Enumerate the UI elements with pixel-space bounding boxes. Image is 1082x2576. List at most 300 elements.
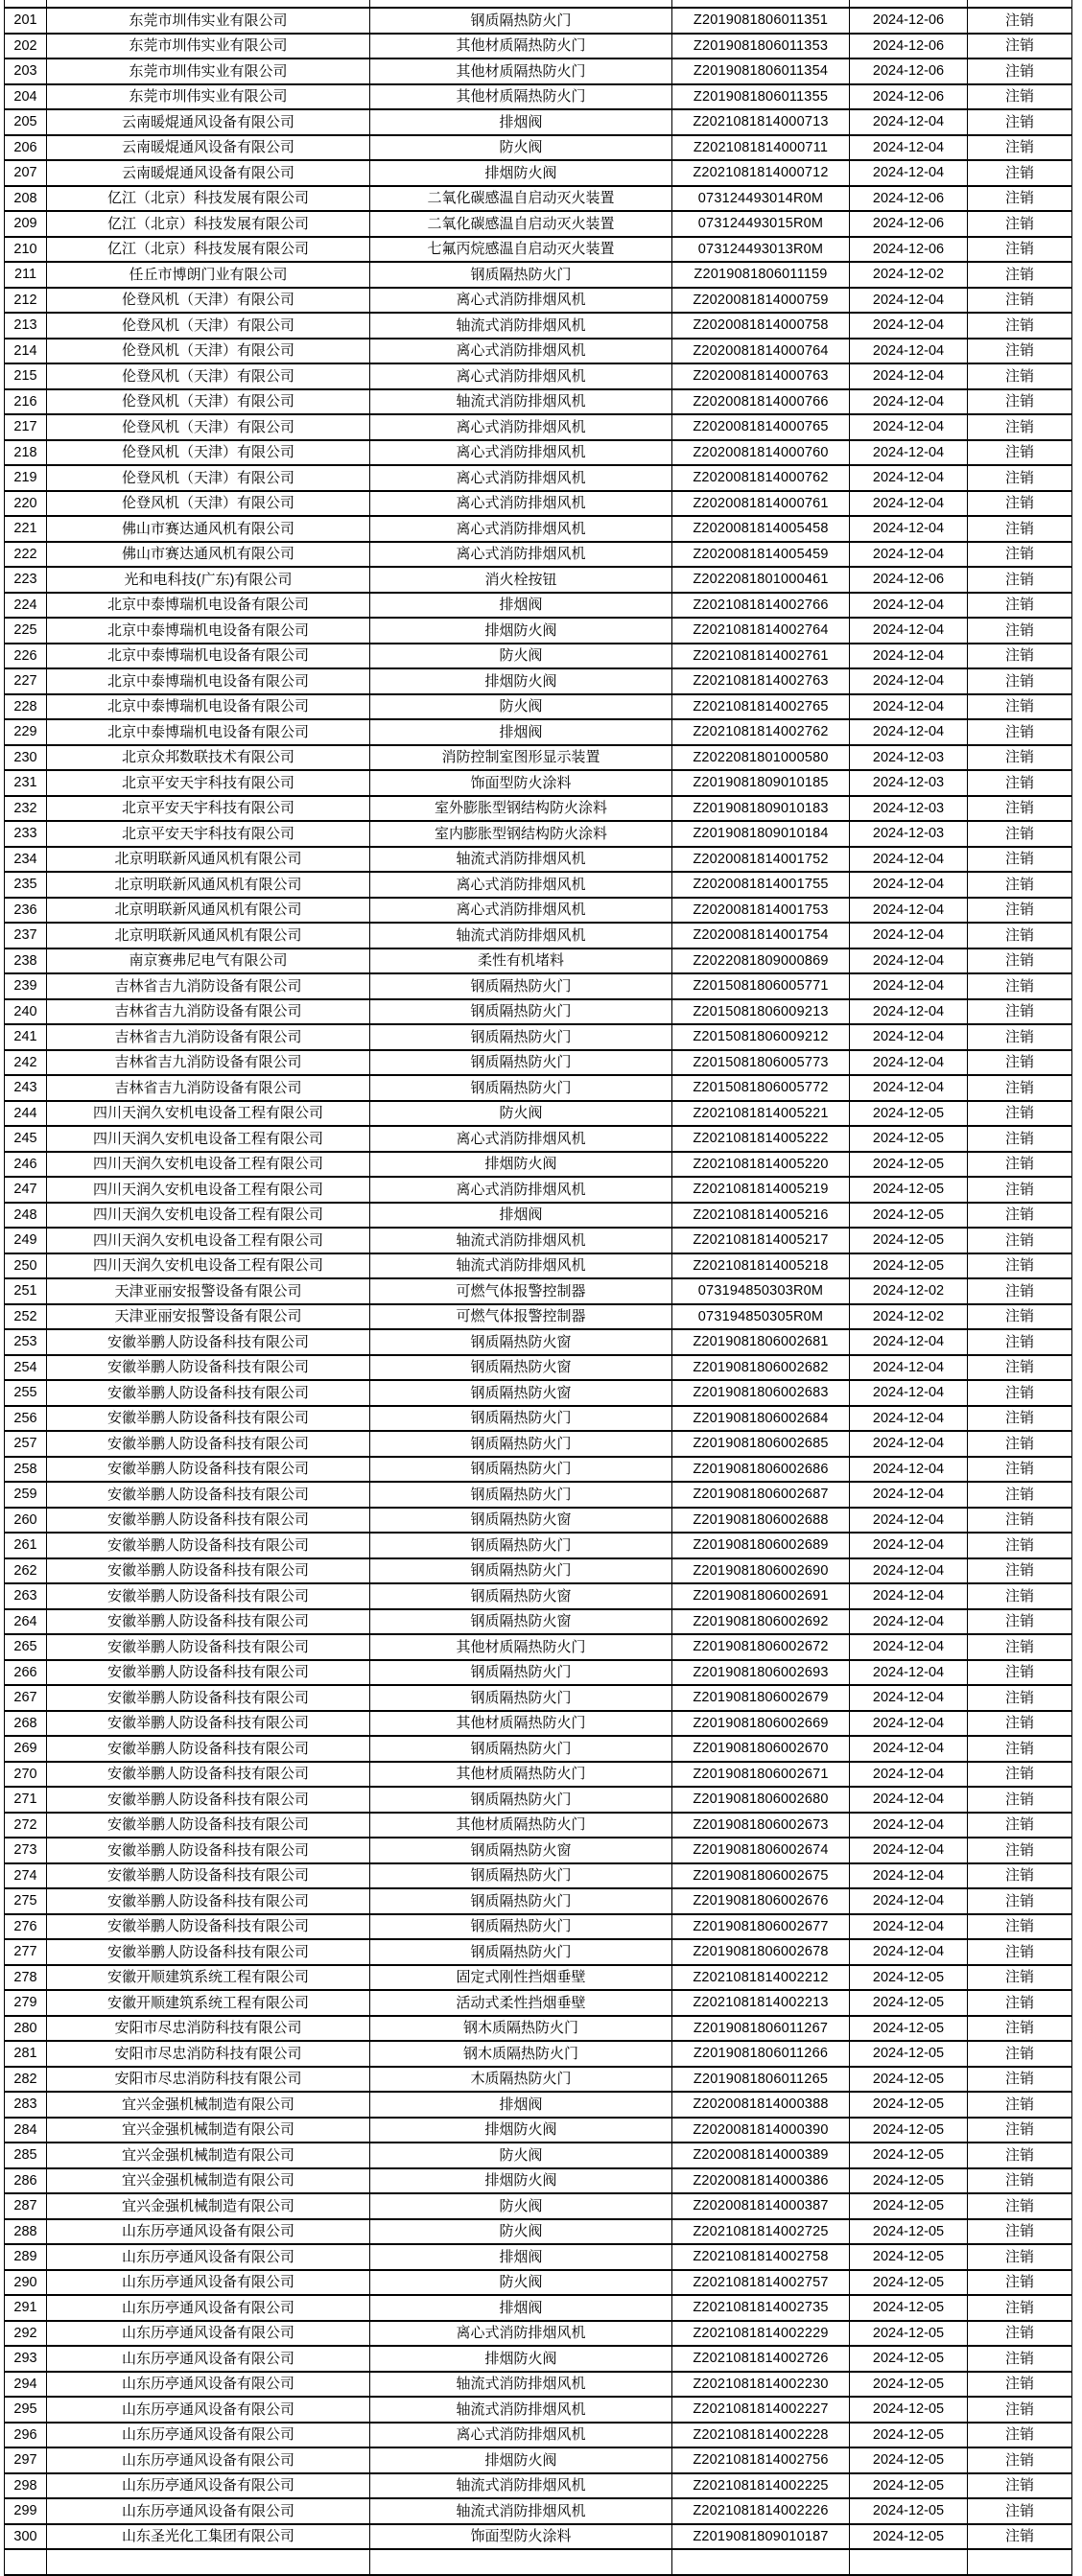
table-row bbox=[5, 618, 1072, 644]
row-number-cell: 271 bbox=[5, 1787, 47, 1813]
date-cell: 2024-12-02 bbox=[850, 1304, 968, 1330]
company-cell: 山东圣光化工集团有限公司 bbox=[47, 2524, 370, 2550]
company-cell: 南京赛弗尼电气有限公司 bbox=[47, 948, 370, 974]
row-number-cell: 298 bbox=[5, 2473, 47, 2499]
status-cell: 注销 bbox=[968, 1787, 1072, 1813]
table-row bbox=[5, 414, 1072, 440]
company-cell: 东莞市圳伟实业有限公司 bbox=[47, 59, 370, 84]
company-cell: 东莞市圳伟实业有限公司 bbox=[47, 84, 370, 110]
table-row bbox=[5, 1965, 1072, 1991]
date-cell: 2024-12-06 bbox=[850, 34, 968, 59]
company-cell: 安徽举鹏人防设备科技有限公司 bbox=[47, 1406, 370, 1432]
table-row bbox=[5, 1101, 1072, 1127]
company-cell: 四川天润久安机电设备工程有限公司 bbox=[47, 1152, 370, 1178]
company-cell: 北京明联新风通风机有限公司 bbox=[47, 847, 370, 873]
product-cell: 轴流式消防排烟风机 bbox=[370, 2498, 672, 2524]
product-cell: 排烟阀 bbox=[370, 719, 672, 745]
status-cell: 注销 bbox=[968, 34, 1072, 59]
row-number-cell: 244 bbox=[5, 1101, 47, 1127]
certificate-number-cell: Z2021081814002764 bbox=[672, 618, 850, 644]
status-cell: 注销 bbox=[968, 262, 1072, 288]
date-cell: 2024-12-04 bbox=[850, 1634, 968, 1660]
company-cell: 山东历亭通风设备有限公司 bbox=[47, 2498, 370, 2524]
certificate-number-cell: Z2021081814005220 bbox=[672, 1152, 850, 1178]
date-cell: 2024-12-04 bbox=[850, 847, 968, 873]
row-number-cell: 245 bbox=[5, 1126, 47, 1152]
company-cell: 安徽举鹏人防设备科技有限公司 bbox=[47, 1431, 370, 1457]
company-cell: 吉林省吉九消防设备有限公司 bbox=[47, 1024, 370, 1050]
product-cell: 轴流式消防排烟风机 bbox=[370, 2473, 672, 2499]
row-number-cell: 240 bbox=[5, 999, 47, 1025]
product-cell: 钢质隔热防火门 bbox=[370, 1050, 672, 1076]
status-cell: 注销 bbox=[968, 872, 1072, 898]
certificate-number-cell: Z2021081814005222 bbox=[672, 1126, 850, 1152]
product-cell: 轴流式消防排烟风机 bbox=[370, 847, 672, 873]
product-cell: 钢质隔热防火门 bbox=[370, 1888, 672, 1914]
certificate-number-cell: Z2015081806005773 bbox=[672, 1050, 850, 1076]
row-number-cell: 247 bbox=[5, 1177, 47, 1203]
company-cell: 安徽举鹏人防设备科技有限公司 bbox=[47, 1762, 370, 1788]
table-row bbox=[5, 237, 1072, 263]
company-cell: 山东历亭通风设备有限公司 bbox=[47, 2447, 370, 2473]
company-cell: 北京中泰博瑞机电设备有限公司 bbox=[47, 694, 370, 720]
row-number-cell: 268 bbox=[5, 1711, 47, 1737]
certificate-number-cell: Z2021081814002765 bbox=[672, 694, 850, 720]
table-row bbox=[5, 8, 1072, 34]
row-number-cell: 256 bbox=[5, 1406, 47, 1432]
product-cell: 轴流式消防排烟风机 bbox=[370, 2372, 672, 2398]
table-row bbox=[5, 465, 1072, 491]
status-cell: 注销 bbox=[968, 1508, 1072, 1534]
row-number-cell: 274 bbox=[5, 1863, 47, 1889]
product-cell: 防火阀 bbox=[370, 2143, 672, 2168]
table-row bbox=[5, 2295, 1072, 2321]
date-cell: 2024-12-05 bbox=[850, 2447, 968, 2473]
certificate-number-cell: Z2021081814000713 bbox=[672, 109, 850, 135]
row-number-cell: 234 bbox=[5, 847, 47, 873]
table-row bbox=[5, 2067, 1072, 2093]
row-number-cell: 285 bbox=[5, 2143, 47, 2168]
table-row bbox=[5, 135, 1072, 161]
company-cell: 北京中泰博瑞机电设备有限公司 bbox=[47, 644, 370, 669]
status-cell: 注销 bbox=[968, 491, 1072, 517]
date-cell: 2024-12-05 bbox=[850, 1177, 968, 1203]
company-cell: 佛山市赛达通风机有限公司 bbox=[47, 516, 370, 542]
company-cell: 安徽举鹏人防设备科技有限公司 bbox=[47, 1736, 370, 1762]
row-number-cell bbox=[5, 0, 47, 8]
certificate-number-cell: Z2019081806002688 bbox=[672, 1508, 850, 1534]
product-cell: 排烟防火阀 bbox=[370, 1152, 672, 1178]
date-cell: 2024-12-03 bbox=[850, 796, 968, 822]
certificate-number-cell: Z2019081806011267 bbox=[672, 2016, 850, 2042]
product-cell: 七氟丙烷感温自启动灭火装置 bbox=[370, 237, 672, 263]
company-cell: 宜兴金强机械制造有限公司 bbox=[47, 2143, 370, 2168]
status-cell: 注销 bbox=[968, 2498, 1072, 2524]
status-cell: 注销 bbox=[968, 1660, 1072, 1686]
product-cell: 二氧化碳感温自启动灭火装置 bbox=[370, 186, 672, 212]
product-cell: 钢质隔热防火门 bbox=[370, 1736, 672, 1762]
certificate-number-cell: Z2019081806002678 bbox=[672, 1939, 850, 1965]
date-cell: 2024-12-06 bbox=[850, 237, 968, 263]
date-cell: 2024-12-05 bbox=[850, 2473, 968, 2499]
product-cell: 排烟防火阀 bbox=[370, 2118, 672, 2143]
row-number-cell: 299 bbox=[5, 2498, 47, 2524]
table-row bbox=[5, 923, 1072, 948]
status-cell: 注销 bbox=[968, 1278, 1072, 1304]
status-cell: 注销 bbox=[968, 1126, 1072, 1152]
date-cell: 2024-12-05 bbox=[850, 1990, 968, 2016]
cancellation-table bbox=[4, 0, 1072, 2576]
row-number-cell: 237 bbox=[5, 923, 47, 948]
status-cell: 注销 bbox=[968, 1024, 1072, 1050]
date-cell: 2024-12-04 bbox=[850, 1558, 968, 1584]
certificate-number-cell: Z2020081814001753 bbox=[672, 898, 850, 924]
company-cell: 吉林省吉九消防设备有限公司 bbox=[47, 1075, 370, 1101]
status-cell: 注销 bbox=[968, 948, 1072, 974]
date-cell: 2024-12-05 bbox=[850, 2092, 968, 2118]
date-cell: 2024-12-04 bbox=[850, 1762, 968, 1788]
product-cell: 离心式消防排烟风机 bbox=[370, 465, 672, 491]
table-row bbox=[5, 1762, 1072, 1788]
certificate-number-cell: Z2020081814000387 bbox=[672, 2193, 850, 2219]
product-cell: 活动式柔性挡烟垂壁 bbox=[370, 1990, 672, 2016]
table-row bbox=[5, 2346, 1072, 2372]
status-cell: 注销 bbox=[968, 414, 1072, 440]
certificate-number-cell: Z2021081814002762 bbox=[672, 719, 850, 745]
date-cell: 2024-12-03 bbox=[850, 770, 968, 796]
row-number-cell: 236 bbox=[5, 898, 47, 924]
certificate-number-cell: Z2019081806011266 bbox=[672, 2041, 850, 2067]
product-cell: 其他材质隔热防火门 bbox=[370, 1634, 672, 1660]
certificate-number-cell: Z2019081806002686 bbox=[672, 1457, 850, 1483]
row-number-cell bbox=[5, 2549, 47, 2575]
certificate-number-cell: Z2020081814000760 bbox=[672, 440, 850, 466]
status-cell: 注销 bbox=[968, 745, 1072, 771]
table-row bbox=[5, 84, 1072, 110]
date-cell: 2024-12-05 bbox=[850, 2016, 968, 2042]
product-cell: 离心式消防排烟风机 bbox=[370, 414, 672, 440]
status-cell: 注销 bbox=[968, 1888, 1072, 1914]
row-number-cell: 248 bbox=[5, 1203, 47, 1229]
table-row bbox=[5, 2498, 1072, 2524]
date-cell: 2024-12-05 bbox=[850, 2397, 968, 2423]
status-cell: 注销 bbox=[968, 288, 1072, 314]
company-cell: 伦登风机（天津）有限公司 bbox=[47, 440, 370, 466]
product-cell: 木质隔热防火门 bbox=[370, 2067, 672, 2093]
row-number-cell: 261 bbox=[5, 1533, 47, 1558]
status-cell: 注销 bbox=[968, 1965, 1072, 1991]
status-cell: 注销 bbox=[968, 109, 1072, 135]
certificate-number-cell: Z2021081814005219 bbox=[672, 1177, 850, 1203]
product-cell: 钢质隔热防火门 bbox=[370, 1024, 672, 1050]
date-cell: 2024-12-05 bbox=[850, 2244, 968, 2270]
row-number-cell: 209 bbox=[5, 211, 47, 237]
company-cell: 山东历亭通风设备有限公司 bbox=[47, 2219, 370, 2245]
status-cell: 注销 bbox=[968, 1813, 1072, 1838]
certificate-number-cell: Z2019081809010184 bbox=[672, 821, 850, 847]
table-row bbox=[5, 2244, 1072, 2270]
product-cell: 轴流式消防排烟风机 bbox=[370, 1253, 672, 1279]
row-number-cell: 205 bbox=[5, 109, 47, 135]
certificate-number-cell: 073194850303R0M bbox=[672, 1278, 850, 1304]
certificate-number-cell: Z2020081814000765 bbox=[672, 414, 850, 440]
status-cell: 注销 bbox=[968, 821, 1072, 847]
row-number-cell: 233 bbox=[5, 821, 47, 847]
table-row bbox=[5, 821, 1072, 847]
company-cell: 伦登风机（天津）有限公司 bbox=[47, 313, 370, 339]
status-cell: 注销 bbox=[968, 2295, 1072, 2321]
date-cell: 2024-12-03 bbox=[850, 821, 968, 847]
certificate-number-cell: Z2021081814002757 bbox=[672, 2270, 850, 2296]
table-row bbox=[5, 1813, 1072, 1838]
status-cell: 注销 bbox=[968, 1380, 1072, 1406]
certificate-number-cell: Z2019081806002691 bbox=[672, 1583, 850, 1609]
status-cell: 注销 bbox=[968, 1914, 1072, 1940]
certificate-number-cell: Z2020081814001752 bbox=[672, 847, 850, 873]
table-row bbox=[5, 973, 1072, 999]
table-row bbox=[5, 2118, 1072, 2143]
table-row bbox=[5, 1558, 1072, 1584]
status-cell: 注销 bbox=[968, 2346, 1072, 2372]
table-row bbox=[5, 847, 1072, 873]
certificate-number-cell: Z2015081806009213 bbox=[672, 999, 850, 1025]
company-cell: 安阳市尽忠消防科技有限公司 bbox=[47, 2016, 370, 2042]
row-number-cell: 258 bbox=[5, 1457, 47, 1483]
product-cell: 防火阀 bbox=[370, 135, 672, 161]
product-cell: 离心式消防排烟风机 bbox=[370, 542, 672, 568]
certificate-number-cell: Z2019081806002689 bbox=[672, 1533, 850, 1558]
table-row bbox=[5, 1355, 1072, 1381]
date-cell: 2024-12-04 bbox=[850, 1863, 968, 1889]
certificate-number-cell: Z2020081814000758 bbox=[672, 313, 850, 339]
product-cell: 消防控制室图形显示装置 bbox=[370, 745, 672, 771]
date-cell: 2024-12-04 bbox=[850, 1787, 968, 1813]
table-row bbox=[5, 440, 1072, 466]
row-number-cell: 277 bbox=[5, 1939, 47, 1965]
row-number-cell: 279 bbox=[5, 1990, 47, 2016]
status-cell: 注销 bbox=[968, 2397, 1072, 2423]
certificate-number-cell: Z2020081814000390 bbox=[672, 2118, 850, 2143]
table-row bbox=[5, 2016, 1072, 2042]
certificate-number-cell: Z2019081806002681 bbox=[672, 1329, 850, 1355]
row-number-cell: 224 bbox=[5, 593, 47, 619]
status-cell: 注销 bbox=[968, 668, 1072, 694]
certificate-number-cell: Z2020081814000766 bbox=[672, 389, 850, 415]
row-number-cell: 281 bbox=[5, 2041, 47, 2067]
table-row bbox=[5, 109, 1072, 135]
status-cell bbox=[968, 0, 1072, 8]
product-cell: 排烟阀 bbox=[370, 2092, 672, 2118]
status-cell: 注销 bbox=[968, 1101, 1072, 1127]
row-number-cell: 265 bbox=[5, 1634, 47, 1660]
row-number-cell: 254 bbox=[5, 1355, 47, 1381]
certificate-number-cell: Z2021081814005217 bbox=[672, 1228, 850, 1253]
status-cell: 注销 bbox=[968, 440, 1072, 466]
status-cell bbox=[968, 2549, 1072, 2575]
row-number-cell: 219 bbox=[5, 465, 47, 491]
certificate-number-cell: Z2021081814002226 bbox=[672, 2498, 850, 2524]
date-cell: 2024-12-04 bbox=[850, 160, 968, 186]
product-cell: 钢质隔热防火窗 bbox=[370, 1508, 672, 1534]
status-cell: 注销 bbox=[968, 847, 1072, 873]
certificate-number-cell: Z2021081814002225 bbox=[672, 2473, 850, 2499]
date-cell: 2024-12-05 bbox=[850, 1965, 968, 1991]
product-cell: 钢木质隔热防火门 bbox=[370, 2041, 672, 2067]
company-cell: 安徽举鹏人防设备科技有限公司 bbox=[47, 1355, 370, 1381]
company-cell: 北京中泰博瑞机电设备有限公司 bbox=[47, 618, 370, 644]
date-cell: 2024-12-04 bbox=[850, 1457, 968, 1483]
company-cell: 四川天润久安机电设备工程有限公司 bbox=[47, 1228, 370, 1253]
row-number-cell: 276 bbox=[5, 1914, 47, 1940]
date-cell: 2024-12-04 bbox=[850, 1660, 968, 1686]
certificate-number-cell: Z2019081806002679 bbox=[672, 1685, 850, 1711]
status-cell: 注销 bbox=[968, 1075, 1072, 1101]
certificate-number-cell: Z2020081814000761 bbox=[672, 491, 850, 517]
product-cell: 室内膨胀型钢结构防火涂料 bbox=[370, 821, 672, 847]
table-row bbox=[5, 2447, 1072, 2473]
date-cell: 2024-12-06 bbox=[850, 84, 968, 110]
status-cell: 注销 bbox=[968, 1634, 1072, 1660]
product-cell: 离心式消防排烟风机 bbox=[370, 440, 672, 466]
status-cell: 注销 bbox=[968, 237, 1072, 263]
table-row bbox=[5, 1685, 1072, 1711]
status-cell: 注销 bbox=[968, 644, 1072, 669]
table-row bbox=[5, 1660, 1072, 1686]
company-cell: 东莞市圳伟实业有限公司 bbox=[47, 8, 370, 34]
certificate-number-cell: Z2021081814002726 bbox=[672, 2346, 850, 2372]
date-cell: 2024-12-04 bbox=[850, 1914, 968, 1940]
company-cell: 伦登风机（天津）有限公司 bbox=[47, 465, 370, 491]
company-cell: 四川天润久安机电设备工程有限公司 bbox=[47, 1101, 370, 1127]
certificate-number-cell: Z2019081806011353 bbox=[672, 34, 850, 59]
table-row bbox=[5, 593, 1072, 619]
certificate-number-cell: Z2020081814000386 bbox=[672, 2168, 850, 2194]
certificate-number-cell: Z2021081814002230 bbox=[672, 2372, 850, 2398]
table-row bbox=[5, 2041, 1072, 2067]
table-row bbox=[5, 1304, 1072, 1330]
company-cell: 北京中泰博瑞机电设备有限公司 bbox=[47, 719, 370, 745]
company-cell: 山东历亭通风设备有限公司 bbox=[47, 2321, 370, 2347]
product-cell: 钢质隔热防火窗 bbox=[370, 1609, 672, 1635]
row-number-cell: 208 bbox=[5, 186, 47, 212]
date-cell: 2024-12-05 bbox=[850, 1126, 968, 1152]
date-cell: 2024-12-04 bbox=[850, 644, 968, 669]
date-cell: 2024-12-04 bbox=[850, 1329, 968, 1355]
row-number-cell: 221 bbox=[5, 516, 47, 542]
certificate-number-cell: Z2020081814000763 bbox=[672, 363, 850, 389]
table-row bbox=[5, 1634, 1072, 1660]
product-cell: 防火阀 bbox=[370, 2193, 672, 2219]
row-number-cell: 284 bbox=[5, 2118, 47, 2143]
certificate-number-cell: Z2019081809010185 bbox=[672, 770, 850, 796]
company-cell: 亿江（北京）科技发展有限公司 bbox=[47, 237, 370, 263]
row-number-cell: 206 bbox=[5, 135, 47, 161]
table-row bbox=[5, 1787, 1072, 1813]
row-number-cell: 257 bbox=[5, 1431, 47, 1457]
certificate-number-cell: Z2015081806005771 bbox=[672, 973, 850, 999]
company-cell: 宜兴金强机械制造有限公司 bbox=[47, 2092, 370, 2118]
date-cell: 2024-12-05 bbox=[850, 2498, 968, 2524]
date-cell: 2024-12-05 bbox=[850, 2295, 968, 2321]
company-cell: 安阳市尽忠消防科技有限公司 bbox=[47, 2041, 370, 2067]
company-cell bbox=[47, 0, 370, 8]
row-number-cell: 225 bbox=[5, 618, 47, 644]
product-cell: 防火阀 bbox=[370, 644, 672, 669]
company-cell: 安徽举鹏人防设备科技有限公司 bbox=[47, 1533, 370, 1558]
row-number-cell: 290 bbox=[5, 2270, 47, 2296]
product-cell: 固定式刚性挡烟垂壁 bbox=[370, 1965, 672, 1991]
product-cell: 钢质隔热防火门 bbox=[370, 999, 672, 1025]
date-cell: 2024-12-04 bbox=[850, 1075, 968, 1101]
certificate-number-cell: Z2021081814002758 bbox=[672, 2244, 850, 2270]
status-cell: 注销 bbox=[968, 1762, 1072, 1788]
row-number-cell: 269 bbox=[5, 1736, 47, 1762]
date-cell bbox=[850, 2549, 968, 2575]
row-number-cell: 291 bbox=[5, 2295, 47, 2321]
product-cell: 钢质隔热防火门 bbox=[370, 1787, 672, 1813]
date-cell: 2024-12-06 bbox=[850, 8, 968, 34]
status-cell: 注销 bbox=[968, 796, 1072, 822]
row-number-cell: 231 bbox=[5, 770, 47, 796]
date-cell: 2024-12-04 bbox=[850, 109, 968, 135]
certificate-number-cell: Z2019081806002672 bbox=[672, 1634, 850, 1660]
table-row bbox=[5, 948, 1072, 974]
certificate-number-cell: Z2020081814001755 bbox=[672, 872, 850, 898]
row-number-cell: 222 bbox=[5, 542, 47, 568]
status-cell: 注销 bbox=[968, 2372, 1072, 2398]
status-cell: 注销 bbox=[968, 2423, 1072, 2448]
certificate-number-cell: Z2019081806011351 bbox=[672, 8, 850, 34]
product-cell: 钢质隔热防火窗 bbox=[370, 1380, 672, 1406]
row-number-cell: 232 bbox=[5, 796, 47, 822]
date-cell: 2024-12-04 bbox=[850, 999, 968, 1025]
company-cell: 任丘市博朗门业有限公司 bbox=[47, 262, 370, 288]
table-row bbox=[5, 668, 1072, 694]
row-number-cell: 250 bbox=[5, 1253, 47, 1279]
company-cell: 安徽举鹏人防设备科技有限公司 bbox=[47, 1380, 370, 1406]
certificate-number-cell: Z2019081806002670 bbox=[672, 1736, 850, 1762]
table-row bbox=[5, 1050, 1072, 1076]
status-cell: 注销 bbox=[968, 2193, 1072, 2219]
product-cell: 其他材质隔热防火门 bbox=[370, 59, 672, 84]
product-cell: 轴流式消防排烟风机 bbox=[370, 2397, 672, 2423]
status-cell: 注销 bbox=[968, 2118, 1072, 2143]
product-cell: 排烟阀 bbox=[370, 109, 672, 135]
row-number-cell: 264 bbox=[5, 1609, 47, 1635]
product-cell: 排烟阀 bbox=[370, 593, 672, 619]
company-cell: 光和电科技(广东)有限公司 bbox=[47, 567, 370, 593]
date-cell: 2024-12-04 bbox=[850, 668, 968, 694]
company-cell: 安徽举鹏人防设备科技有限公司 bbox=[47, 1685, 370, 1711]
date-cell: 2024-12-04 bbox=[850, 389, 968, 415]
row-number-cell: 293 bbox=[5, 2346, 47, 2372]
status-cell: 注销 bbox=[968, 999, 1072, 1025]
table-row bbox=[5, 567, 1072, 593]
date-cell: 2024-12-05 bbox=[850, 1253, 968, 1279]
status-cell: 注销 bbox=[968, 2321, 1072, 2347]
certificate-number-cell: Z2021081814002228 bbox=[672, 2423, 850, 2448]
status-cell: 注销 bbox=[968, 1736, 1072, 1762]
table-row bbox=[5, 1533, 1072, 1558]
status-cell: 注销 bbox=[968, 2016, 1072, 2042]
row-number-cell: 226 bbox=[5, 644, 47, 669]
row-number-cell: 242 bbox=[5, 1050, 47, 1076]
table-row bbox=[5, 389, 1072, 415]
status-cell: 注销 bbox=[968, 1050, 1072, 1076]
date-cell: 2024-12-04 bbox=[850, 542, 968, 568]
row-number-cell: 203 bbox=[5, 59, 47, 84]
product-cell: 排烟防火阀 bbox=[370, 2168, 672, 2194]
